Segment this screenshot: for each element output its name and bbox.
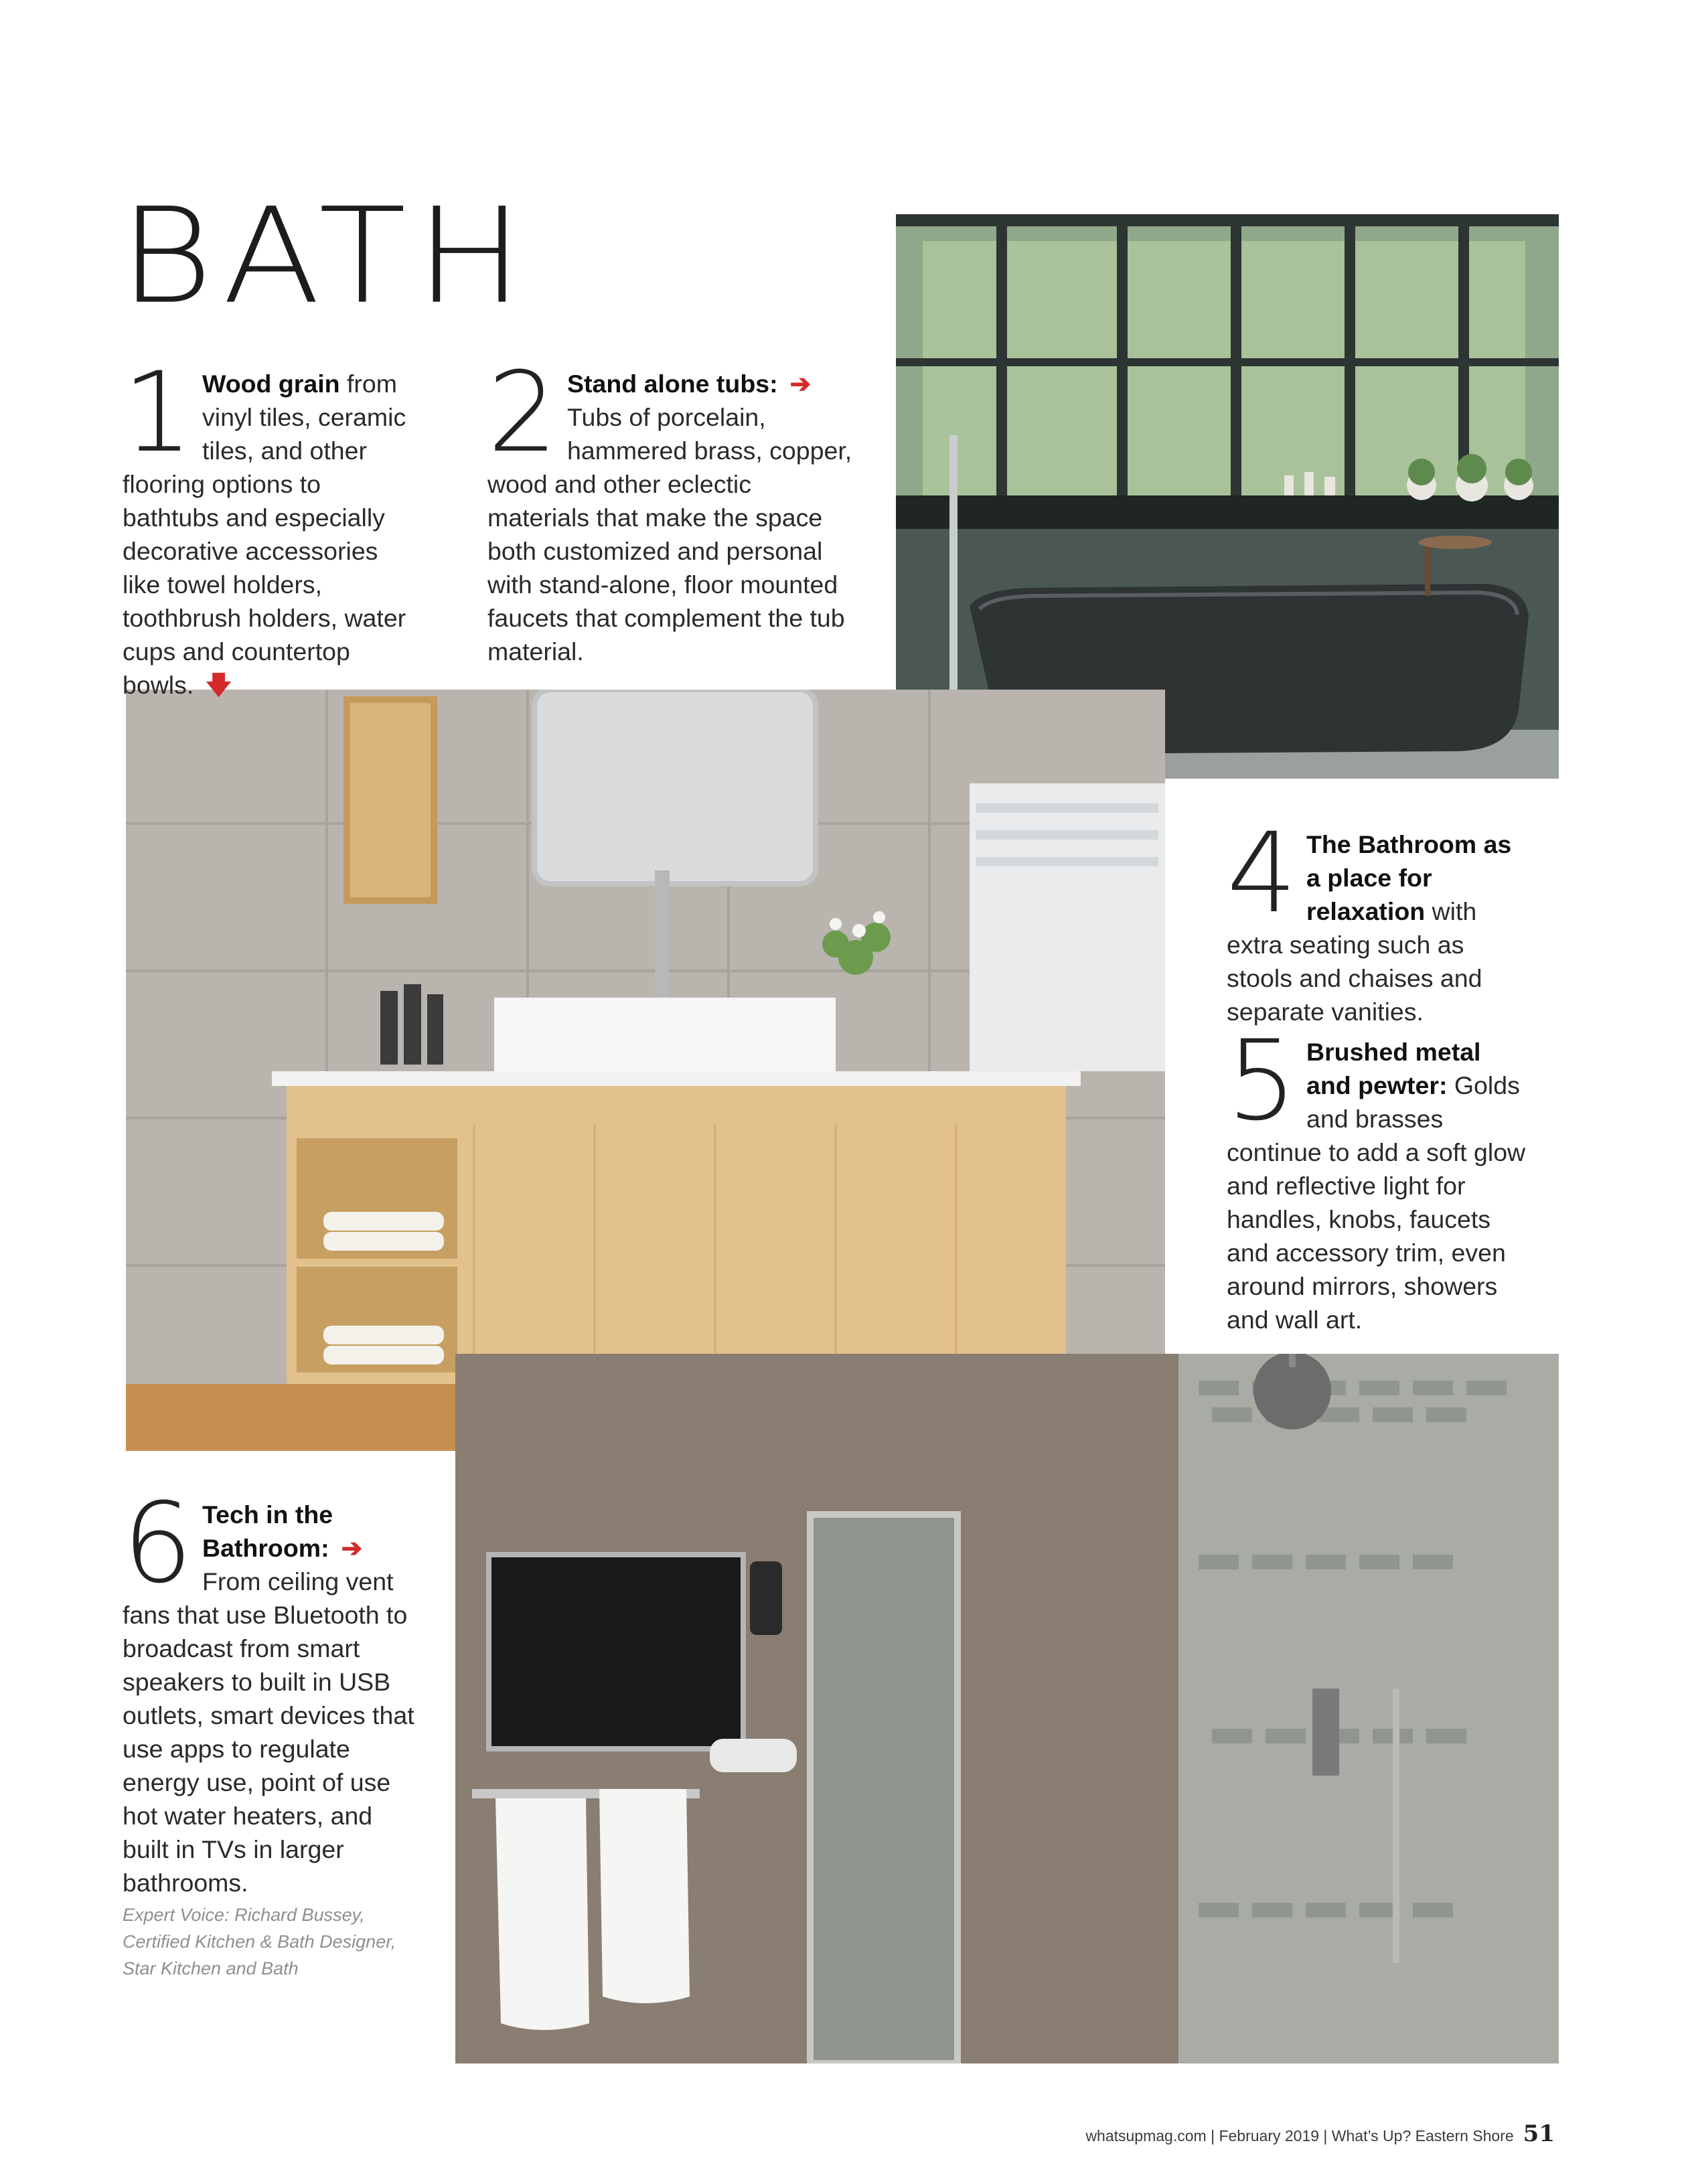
tip-body: Tubs of porcelain, hammered brass, copper, wood and other eclectic materials that make the space both customized and personal with stand-alone, floor mounted faucets that complement the tub material. (487, 403, 852, 666)
tip-brushed-metal (1227, 1016, 1528, 1336)
tip-body: From ceiling vent fans that use Bluetooth to broadcast from smart speakers to built in USB outlets, smart devices that use apps to regulate energy use, point of use hot water heaters, and built in TVs in larger bathrooms. (123, 1567, 414, 1897)
tip-heading: Wood grain (202, 370, 340, 398)
tip-heading: Brushed metal and pewter: (1306, 1038, 1481, 1099)
page-title: BATH (119, 179, 533, 333)
tip-number: 1 (123, 348, 193, 477)
right-arrow-icon: ➔ (341, 1534, 362, 1562)
page-number: 51 (1523, 2120, 1555, 2147)
expert-credit: Expert Voice: Richard Bussey, Certified Kitchen & Bath Designer, Star Kitchen and Bath (123, 1905, 396, 1978)
tip-wood-grain (123, 348, 417, 702)
tip-body: with extra seating such as stools and chaises and separate vanities. (1227, 897, 1482, 1026)
tip-body: Golds and brasses continue to add a soft glow and reflective light for handles, knobs, faucets and accessory trim, even around mirrors, showers and wall art. (1227, 1071, 1526, 1334)
tip-stand-alone-tubs (487, 348, 852, 668)
tip-heading: Stand alone tubs: (566, 370, 778, 398)
tip-number: 5 (1227, 1016, 1297, 1145)
footer-text: whatsupmag.com | February 2019 | What’s Up? Eastern Shore (1085, 2127, 1514, 2144)
down-arrow-icon: 🡇 (206, 671, 232, 699)
tip-relaxation (1227, 809, 1528, 1028)
tip-tech-in-bathroom (123, 1479, 417, 1899)
photo-wood-vanity (126, 690, 1165, 1451)
photo-glass-tile-shower (455, 1354, 1559, 2063)
tip-number: 6 (123, 1479, 193, 1608)
right-arrow-icon: ➔ (789, 370, 811, 398)
tip-heading: The Bathroom as a place for relaxation (1306, 830, 1512, 925)
tip-number: 4 (1227, 809, 1297, 937)
page-footer (1085, 2120, 1555, 2147)
tip-body: from vinyl tiles, ceramic tiles, and other flooring options to bathtubs and especially decorative accessories like towel holders, toothbrush holders, water cups and countertop bowls. (123, 370, 406, 699)
tip-number: 2 (487, 348, 558, 477)
tip-heading: Tech in the Bathroom: (202, 1500, 333, 1562)
